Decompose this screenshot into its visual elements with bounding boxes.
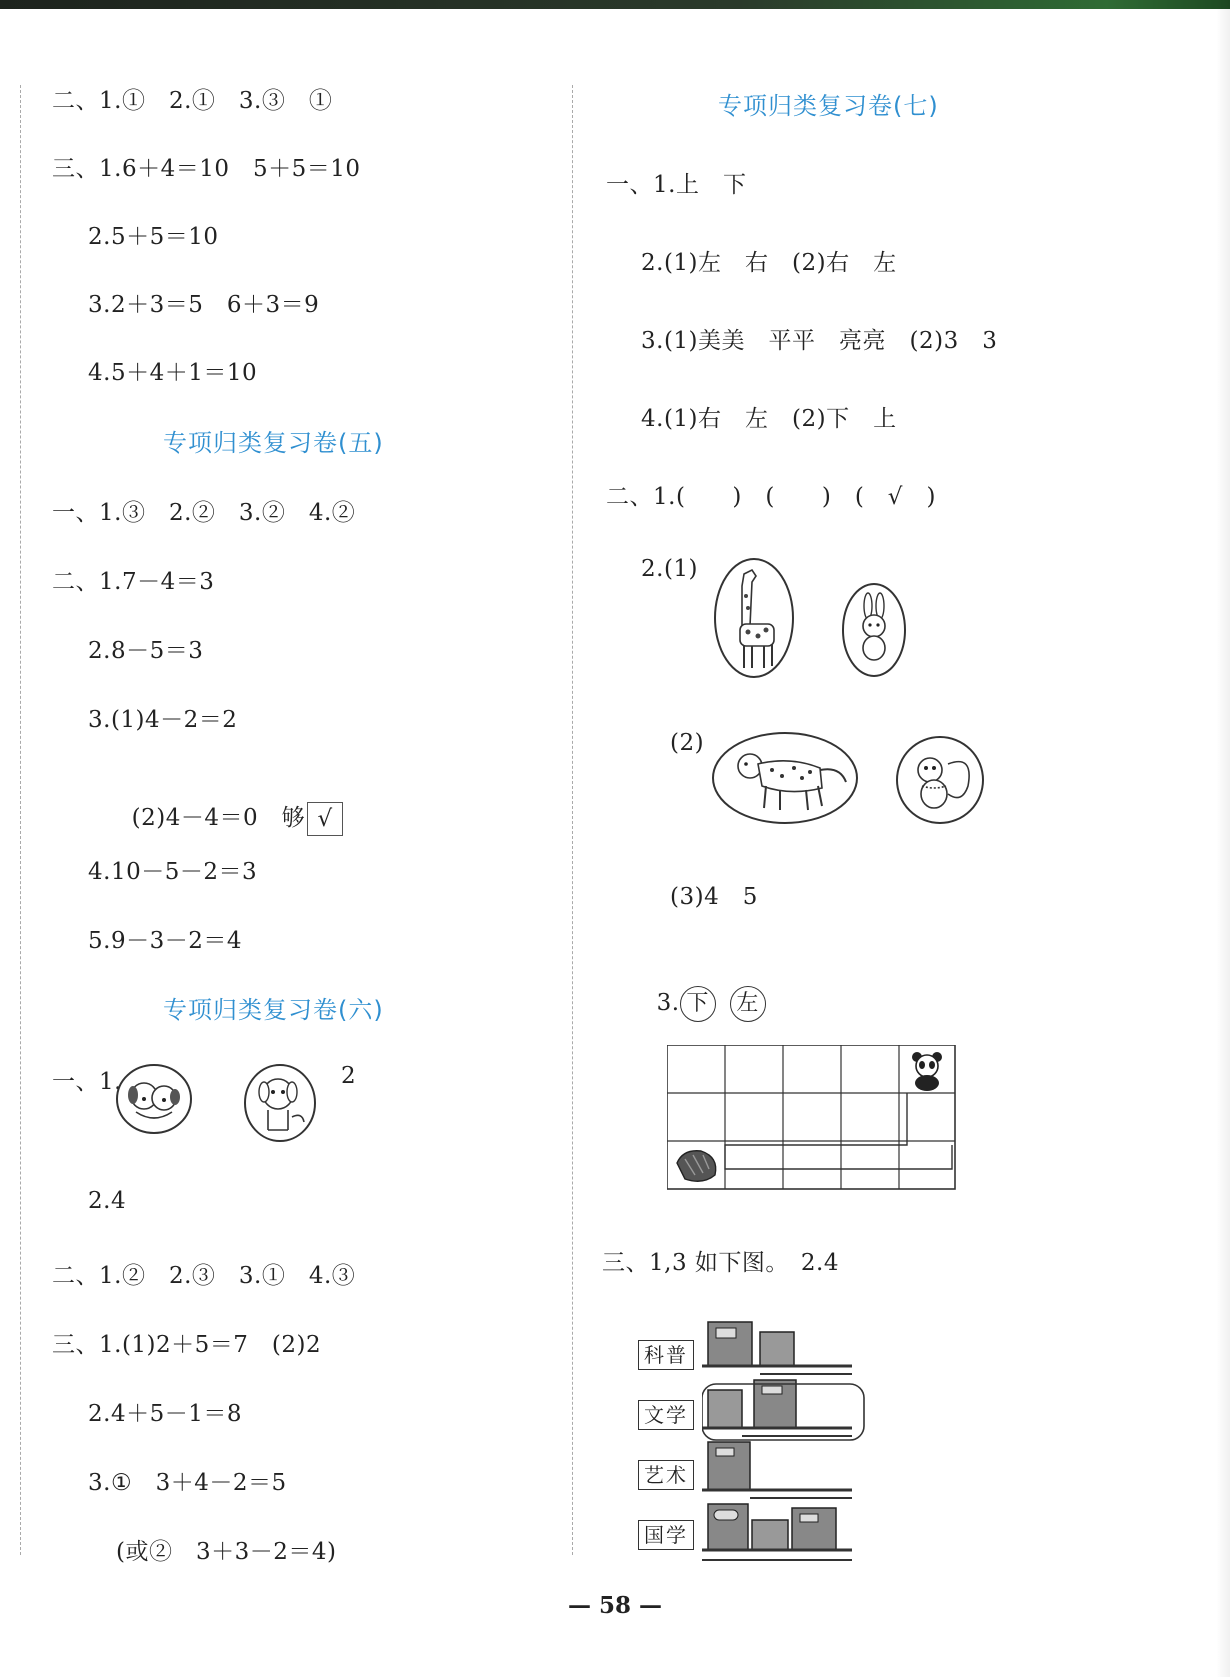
answer-line: 2.4 <box>88 1188 127 1214</box>
section-heading-6: 专项归类复习卷(六) <box>163 996 384 1024</box>
answer-line: 三、1,3 如下图。 2.4 <box>602 1250 839 1276</box>
path-grid <box>667 1045 957 1191</box>
answer-line: 3.2＋3＝5 6＋3＝9 <box>88 292 320 318</box>
rabbit-icon <box>840 580 908 680</box>
column-divider <box>572 85 573 1555</box>
answer-line: 3.(1)4－2＝2 <box>88 707 238 733</box>
shelf-label-classics: 国学 <box>638 1520 694 1550</box>
scan-right-edge <box>1216 0 1230 1677</box>
shelf-label-science: 科普 <box>638 1340 694 1370</box>
answer-line: 三、1.(1)2＋5＝7 (2)2 <box>52 1332 322 1358</box>
answer-line: 3.(1)美美 平平 亮亮 (2)3 3 <box>641 328 998 354</box>
circled-answer: 下 <box>680 986 716 1022</box>
circled-answer: 左 <box>730 986 766 1022</box>
answer-line: 二、1.① 2.① 3.③ ① <box>52 88 333 114</box>
answer-line: 2.8－5＝3 <box>88 638 204 664</box>
answer-line: 5.9－3－2＝4 <box>88 928 242 954</box>
section-heading-7: 专项归类复习卷(七) <box>718 92 939 120</box>
answer-line: (2) <box>670 730 705 756</box>
dog-pair-icon <box>114 1062 194 1136</box>
answer-line: 2.(1) <box>641 556 699 582</box>
answer-line: 二、1.7－4＝3 <box>52 569 215 595</box>
answer-line: 2.(1)左 右 (2)右 左 <box>641 250 897 276</box>
answer-line: 3.① 3＋4－2＝5 <box>88 1470 287 1496</box>
answer-line: 一、1.上 下 <box>606 172 747 198</box>
shelf-label-art: 艺术 <box>638 1460 694 1490</box>
dog-icon <box>242 1062 318 1144</box>
page-number: — 58 — <box>567 1592 663 1619</box>
answer-line-circled <box>641 960 780 1022</box>
bookshelf-icon <box>638 1318 870 1568</box>
giraffe-icon <box>712 556 796 680</box>
answer-line: 4.10－5－2＝3 <box>88 859 258 885</box>
answer-line: 2.5＋5＝10 <box>88 224 219 250</box>
answer-line: (3)4 5 <box>670 884 758 910</box>
shelf-drawing <box>702 1318 892 1568</box>
answer-text: 3. <box>656 990 680 1016</box>
left-margin-line <box>20 85 21 1555</box>
answer-line: (或② 3＋3－2＝4) <box>116 1539 337 1565</box>
bamboo-shoot-icon <box>673 1145 721 1187</box>
leopard-icon <box>710 730 860 826</box>
shelf-label-literature: 文学 <box>638 1400 694 1430</box>
answer-line: 4.(1)右 左 (2)下 上 <box>641 406 897 432</box>
answer-line: 二、1.( ) ( ) ( √ ) <box>606 484 936 510</box>
answer-text: (2)4－4＝0 够 <box>131 805 306 831</box>
answer-line: 2 <box>341 1063 357 1089</box>
section-heading-5: 专项归类复习卷(五) <box>163 429 384 457</box>
answer-line-with-tick <box>116 773 343 836</box>
answer-line: 一、1.③ 2.② 3.② 4.② <box>52 500 356 526</box>
scan-top-edge <box>0 0 1230 9</box>
tick-box: √ <box>307 802 343 836</box>
answer-line: 一、1. <box>52 1069 122 1095</box>
answer-line: 二、1.② 2.③ 3.① 4.③ <box>52 1263 356 1289</box>
answer-line: 三、1.6＋4＝10 5＋5＝10 <box>52 156 361 182</box>
answer-line: 4.5＋4＋1＝10 <box>88 360 258 386</box>
answer-line: 2.4＋5－1＝8 <box>88 1401 242 1427</box>
squirrel-icon <box>894 734 986 826</box>
panda-icon <box>905 1049 949 1091</box>
